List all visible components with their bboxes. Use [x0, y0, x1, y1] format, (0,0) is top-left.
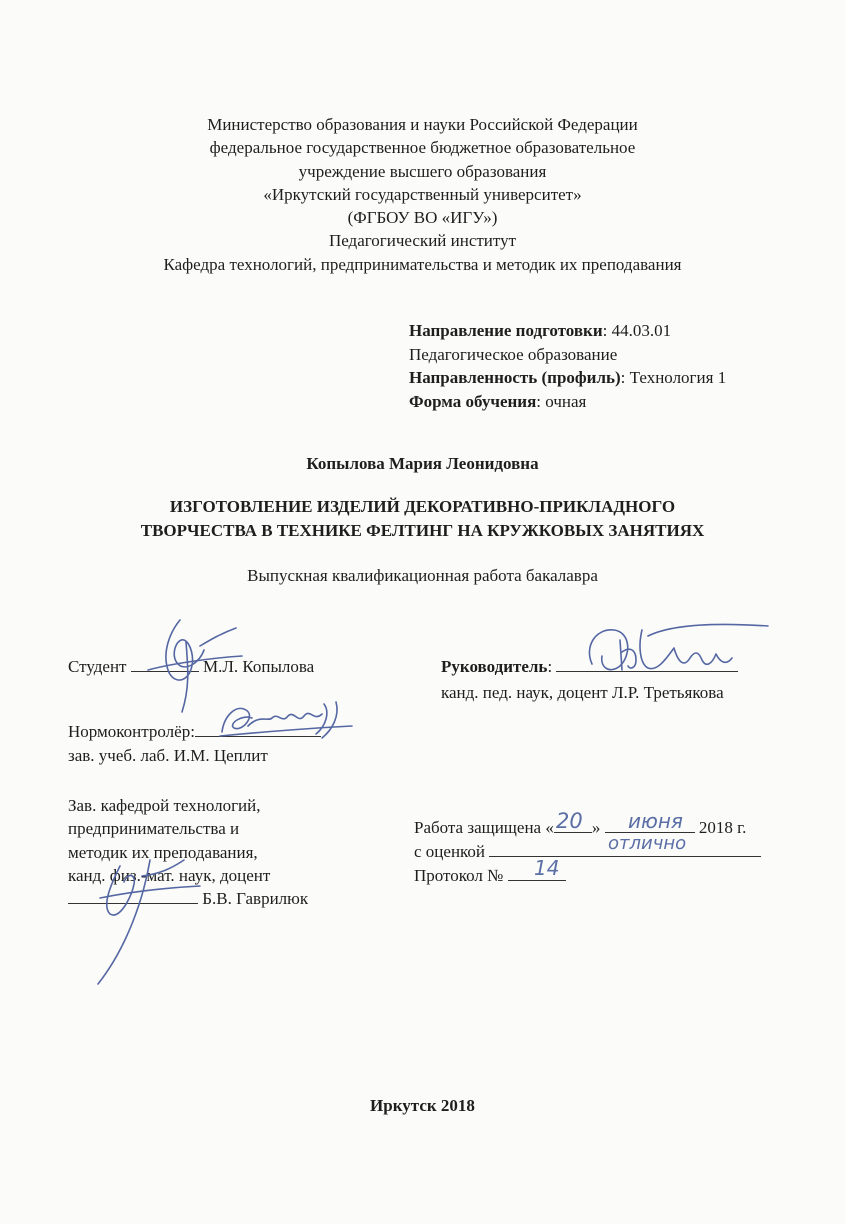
student-label: Студент — [68, 657, 127, 676]
thesis-title-line-1: ИЗГОТОВЛЕНИЕ ИЗДЕЛИЙ ДЕКОРАТИВНО-ПРИКЛАДНОГО — [169, 497, 676, 516]
department-head-line-2: предпринимательства и — [68, 819, 240, 839]
grade-line — [489, 855, 761, 857]
normcontroller-position: зав. учеб. лаб. И.М. Цеплит — [68, 746, 268, 765]
direction-label: Направление подготовки — [409, 321, 603, 340]
header-line-abbreviation: (ФГБОУ ВО «ИГУ») — [347, 208, 498, 228]
grade-label: с оценкой — [414, 842, 486, 861]
department-head-signature — [80, 846, 210, 996]
thesis-title-line-2: ТВОРЧЕСТВА В ТЕХНИКЕ ФЕЛТИНГ НА КРУЖКОВЫХ ЗАНЯТИЯХ — [140, 521, 705, 540]
supervisor-colon: : — [547, 657, 553, 676]
supervisor-signature — [578, 616, 778, 688]
form-row — [409, 390, 726, 414]
defense-month: июня — [628, 809, 683, 833]
author-name: Копылова Мария Леонидовна — [306, 454, 539, 473]
department-head-name: Б.В. Гаврилюк — [202, 889, 309, 909]
work-type: Выпускная квалификационная работа бакалавра — [247, 566, 598, 585]
grade-row — [414, 842, 761, 862]
header-line-university: «Иркутский государственный университет» — [263, 184, 582, 204]
header-line-ministry: Министерство образования и науки Российской Федерации — [207, 115, 638, 134]
defense-mid: » — [591, 818, 601, 837]
header-line-institution-type: учреждение высшего образования — [298, 161, 547, 181]
header-line-federal: федеральное государственное бюджетное образовательное — [209, 138, 636, 158]
normcontroller-signature — [212, 696, 362, 744]
student-name: М.Л. Копылова — [202, 657, 315, 676]
grade-value: отлично — [608, 833, 687, 854]
form-label: Форма обучения — [409, 391, 537, 411]
defense-prefix: Работа защищена « — [414, 818, 554, 837]
header-line-department: Кафедра технологий, предпринимательства и методик их преподавания — [163, 254, 682, 274]
protocol-label: Протокол № — [414, 866, 504, 885]
profile-label: Направленность (профиль) — [409, 368, 621, 387]
supervisor-label: Руководитель — [441, 657, 548, 676]
direction-name: Педагогическое образование — [409, 344, 618, 364]
department-head-line-4: канд. физ.-мат. наук, доцент — [68, 865, 271, 885]
profile-value: : Технология 1 — [620, 368, 727, 387]
form-value: : очная — [536, 391, 587, 411]
header-line-institute: Педагогический институт — [328, 231, 517, 251]
department-head-line-1: Зав. кафедрой технологий, — [68, 796, 261, 815]
direction-value: : 44.03.01 — [602, 321, 672, 340]
defense-year: 2018 г. — [698, 818, 747, 837]
normcontroller-label: Нормоконтролёр: — [68, 722, 195, 741]
department-head-line-3: методик их преподавания, — [68, 842, 258, 862]
institution-header — [0, 113, 845, 276]
profile-row — [409, 366, 726, 390]
defense-day: 20 — [556, 809, 583, 833]
program-info — [409, 319, 726, 413]
thesis-title — [0, 495, 845, 543]
direction-row — [409, 319, 726, 343]
protocol-value: 14 — [534, 856, 560, 880]
city-year: Иркутск 2018 — [370, 1096, 475, 1115]
supervisor-position: канд. пед. наук, доцент Л.Р. Третьякова — [441, 683, 724, 702]
